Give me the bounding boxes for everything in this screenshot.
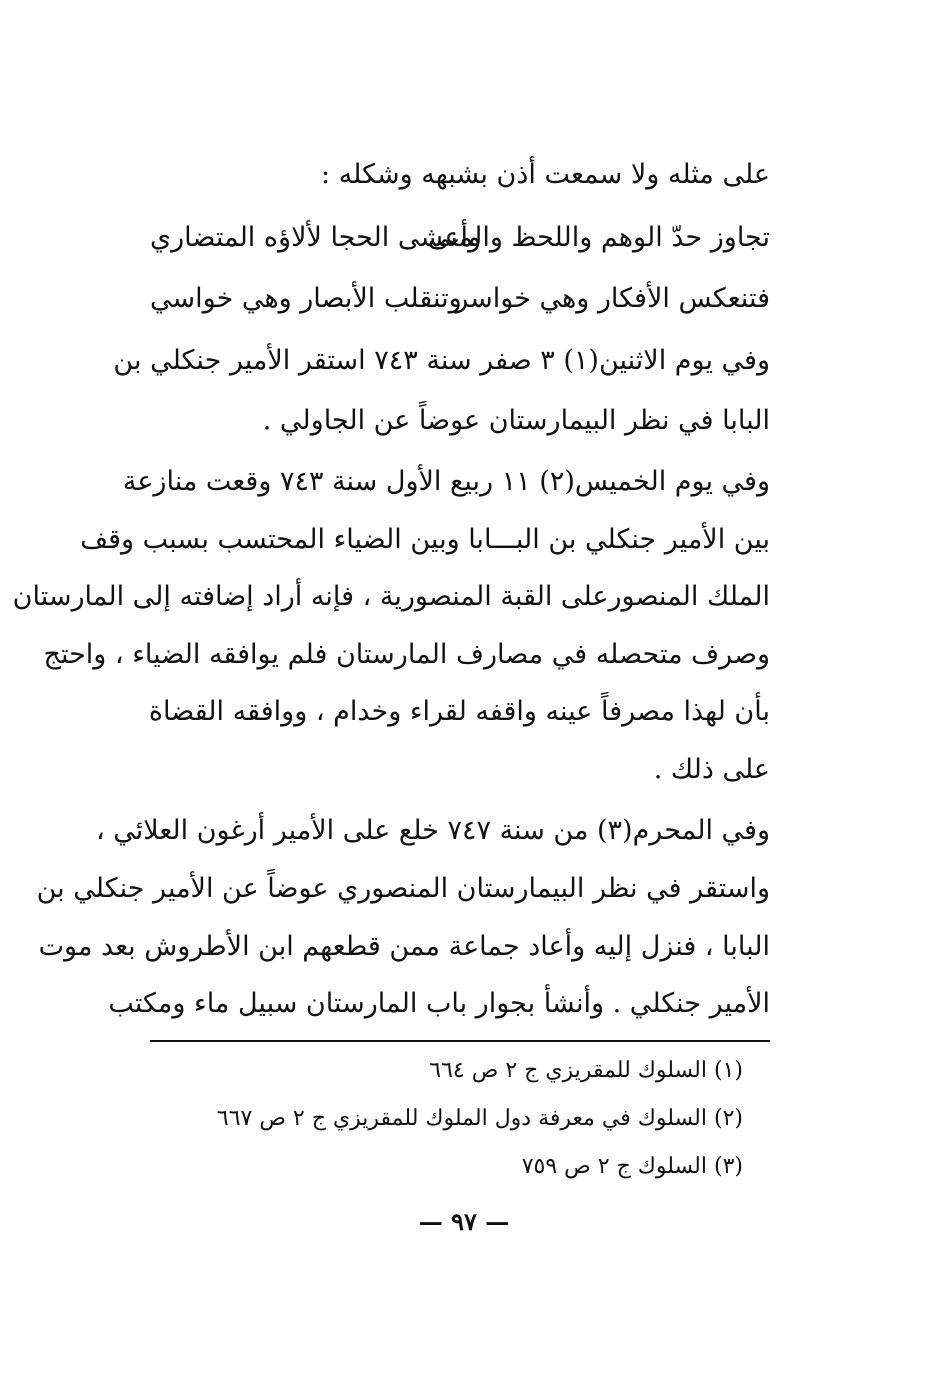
paragraph-3-line-1: وفي المحرم(٣) من سنة ٧٤٧ خلع على الأمير أرغون العلائي ، — [95, 815, 770, 846]
verse-2-second-hemistich: وتنقلب الأبصار وهي خواسي — [150, 283, 462, 314]
paragraph-3-line-2: واستقر في نظر البيمارستان المنصوري عوضاً عن الأمير جنكلي بن — [36, 873, 770, 904]
paragraph-2-line-1: وفي يوم الخميس(٢) ١١ ربيع الأول سنة ٧٤٣ وقعت منازعة — [122, 466, 770, 497]
paragraph-2-line-6: على ذلك . — [653, 754, 770, 785]
paragraph-1-line-1: وفي يوم الاثنين(١) ٣ صفر سنة ٧٤٣ استقر الأمير جنكلي بن — [113, 345, 770, 376]
intro-line: على مثله ولا سمعت أذن بشبهه وشكله : — [321, 159, 770, 190]
paragraph-2-line-4: وصرف متحصله في مصارف المارستان فلم يوافقه الضياء ، واحتج — [43, 639, 770, 670]
paragraph-2-line-2: بين الأمير جنكلي بن البـــابا وبين الضياء المحتسب بسبب وقف — [80, 524, 770, 555]
footnote-3: (٣) السلوك ج ٢ ص ٧٥٩ — [521, 1154, 743, 1179]
verse-1-second-hemistich: وأعشى الحجا لألاؤه المتضاري — [150, 222, 482, 253]
paragraph-3-line-3: البابا ، فنزل إليه وأعاد جماعة ممن قطعهم ابن الأطروش بعد موت — [38, 931, 770, 962]
verse-2-first-hemistich: فتنعكس الأفكار وهي خواسر — [455, 283, 770, 314]
paragraph-1-line-2: البابا في نظر البيمارستان عوضاً عن الجاولي . — [262, 405, 770, 436]
verse-1-first-hemistich: تجاوز حدّ الوهم واللحظ والمنى — [427, 222, 770, 253]
footnote-divider — [150, 1040, 770, 1042]
paragraph-3-line-4: الأمير جنكلي . وأنشأ بجوار باب المارستان سبيل ماء ومكتب — [108, 988, 770, 1019]
paragraph-2-line-3: الملك المنصورعلى القبة المنصورية ، فإنه أراد إضافته إلى المارستان — [12, 581, 770, 612]
paragraph-2-line-5: بأن لهذا مصرفاً عينه واقفه لقراء وخدام ، ووافقه القضاة — [148, 696, 770, 727]
page-number: — ٩٧ — — [418, 1207, 510, 1236]
footnote-1: (١) السلوك للمقريزي ج ٢ ص ٦٦٤ — [429, 1058, 743, 1083]
footnote-2: (٢) السلوك في معرفة دول الملوك للمقريزي ج ٢ ص ٦٦٧ — [216, 1106, 743, 1131]
